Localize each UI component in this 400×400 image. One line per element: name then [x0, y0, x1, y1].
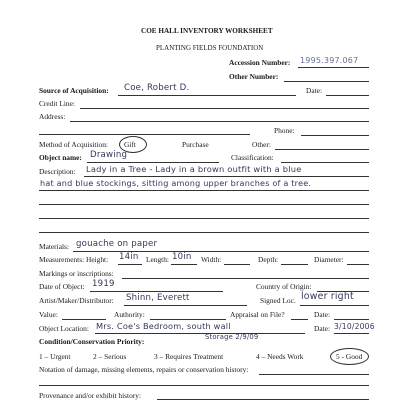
credit-line-label: Credit Line:: [39, 99, 75, 108]
materials-label: Materials:: [39, 242, 69, 251]
length-value: 10in: [172, 252, 192, 262]
markings-label: Markings or inscriptions:: [39, 269, 114, 278]
description-line-4: [39, 218, 369, 219]
appraisal-label: Appraisal on File?: [230, 310, 285, 319]
source-value: Coe, Robert D.: [124, 83, 190, 93]
description-line-1: [84, 176, 369, 177]
signed-loc-label: Signed Loc.: [260, 296, 296, 305]
description-line-5: [39, 232, 369, 233]
priority-requires-treatment: 3 – Requires Treatment: [154, 352, 224, 361]
materials-line: [73, 251, 369, 252]
classification-line: [281, 162, 369, 163]
storage-note: Storage 2/9/09: [205, 333, 259, 341]
condition-priority-label: Condition/Conservation Priority:: [39, 337, 145, 346]
classification-label: Classification:: [231, 153, 274, 162]
date-of-object-label: Date of Object:: [39, 282, 85, 291]
other-option-line: [275, 149, 369, 150]
appraisal-date-line: [334, 319, 369, 320]
description-label: Description:: [39, 167, 76, 176]
length-label: Length:: [146, 255, 169, 264]
date-of-object-line: [90, 291, 223, 292]
source-line: [118, 95, 296, 96]
notation-line-1: [259, 374, 369, 375]
priority-serious: 2 – Serious: [93, 352, 127, 361]
description-line-3: [39, 204, 369, 205]
artist-value: Shinn, Everett: [126, 293, 190, 303]
object-name-value: Drawing: [90, 150, 128, 160]
value-line: [62, 319, 106, 320]
measurements-height-label: Measurements: Height:: [39, 255, 109, 264]
accession-number-line: [298, 67, 369, 68]
diameter-label: Diameter:: [314, 255, 344, 264]
method-label: Method of Acquisition:: [39, 140, 108, 149]
height-line: [118, 264, 142, 265]
date-of-object-value: 1919: [92, 279, 115, 289]
object-location-line: [95, 333, 305, 334]
phone-label: Phone:: [274, 126, 295, 135]
provenance-label: Provenance and/or exhibit history:: [39, 391, 142, 400]
width-label: Width:: [201, 255, 222, 264]
notation-label: Notation of damage, missing elements, repairs or conservation history:: [39, 365, 249, 374]
description-value-2: hat and blue stockings, sitting among upper branches of a tree.: [40, 178, 312, 188]
other-number-label: Other Number:: [229, 72, 279, 81]
country-of-origin-label: Country of Origin:: [256, 282, 312, 291]
object-location-value: Mrs. Coe's Bedroom, south wall: [96, 321, 231, 331]
appraisal-date-label: Date:: [314, 310, 331, 319]
location-date-label: Date:: [314, 324, 331, 333]
diameter-line: [347, 264, 369, 265]
priority-good: 5 - Good: [336, 352, 363, 361]
artist-line: [124, 305, 247, 306]
object-name-line: [87, 162, 219, 163]
other-number-line: [284, 81, 369, 82]
object-name-label: Object name:: [39, 153, 82, 162]
location-date-line: [334, 333, 369, 334]
location-date-value: 3/10/2006: [334, 322, 375, 331]
authority-label: Authority:: [114, 310, 145, 319]
credit-line-line: [80, 108, 369, 109]
description-line-2: [39, 190, 369, 191]
address-line-1: [70, 121, 369, 122]
signed-loc-value: lower right: [301, 291, 354, 302]
source-label: Source of Acquisition:: [39, 86, 109, 95]
address-label: Address:: [39, 112, 66, 121]
length-line: [171, 264, 197, 265]
appraisal-line: [291, 319, 308, 320]
authority-line: [150, 319, 226, 320]
gift-option: Gift: [124, 140, 136, 149]
other-option-label: Other:: [252, 140, 271, 149]
purchase-option: Purchase: [182, 140, 209, 149]
depth-line: [281, 264, 308, 265]
depth-label: Depth:: [258, 255, 279, 264]
address-line-2: [39, 134, 250, 135]
worksheet-title: COE HALL INVENTORY WORKSHEET: [141, 27, 273, 35]
worksheet-subtitle: PLANTING FIELDS FOUNDATION: [156, 44, 264, 52]
value-label: Value:: [39, 310, 58, 319]
accession-number-value: 1995.397.067: [300, 56, 359, 65]
signed-loc-line: [300, 305, 369, 306]
markings-line: [122, 278, 369, 279]
source-date-line: [326, 95, 369, 96]
materials-value: gouache on paper: [76, 239, 158, 249]
accession-number-label: Accession Number:: [229, 58, 291, 67]
artist-label: Artist/Maker/Distributor:: [39, 296, 114, 305]
height-value: 14in: [119, 252, 139, 262]
source-date-label: Date:: [306, 86, 323, 95]
priority-needs-work: 4 – Needs Work: [256, 352, 304, 361]
phone-line: [301, 135, 369, 136]
notation-line-2: [39, 385, 369, 386]
object-location-label: Object Location:: [39, 324, 89, 333]
priority-urgent: 1 – Urgent: [39, 352, 71, 361]
description-value-1: Lady in a Tree - Lady in a brown outfit with a blue: [86, 164, 302, 174]
width-line: [224, 264, 250, 265]
